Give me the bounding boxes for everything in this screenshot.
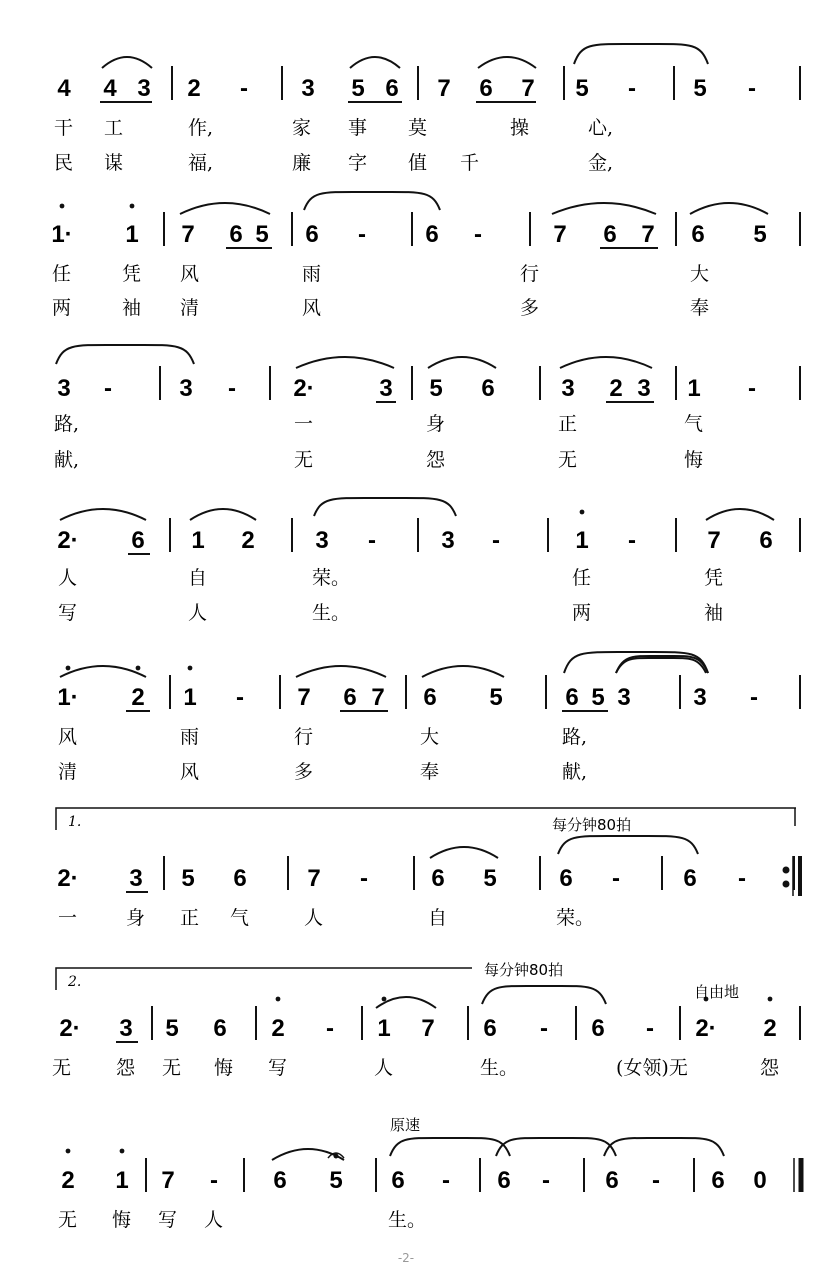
- slur: [690, 203, 768, 214]
- note: 5: [591, 684, 605, 711]
- note: 6: [273, 1167, 287, 1194]
- note: 4: [57, 75, 71, 102]
- note: 6: [233, 865, 247, 892]
- note: 3: [693, 684, 707, 711]
- lyric: 无: [558, 449, 578, 471]
- note: 3: [637, 375, 651, 402]
- note: 6: [479, 75, 493, 102]
- note: -: [612, 865, 620, 892]
- note: 2·: [695, 1015, 717, 1042]
- tie: [56, 345, 194, 364]
- note: 1: [687, 375, 701, 402]
- note: -: [104, 375, 112, 402]
- note: 3: [179, 375, 193, 402]
- note: -: [358, 221, 366, 248]
- note: -: [540, 1015, 548, 1042]
- volta-bracket: [56, 808, 796, 830]
- note: 4: [103, 75, 117, 102]
- lyric: 人: [204, 1209, 224, 1231]
- tie: [390, 1138, 510, 1156]
- lyric: 金,: [588, 152, 614, 174]
- tempo-mark: 原速: [390, 1116, 421, 1134]
- note: -: [628, 527, 636, 554]
- octave-dot: [66, 666, 71, 671]
- lyric: 路,: [562, 726, 588, 748]
- octave-dot: [382, 997, 387, 1002]
- lyric: 多: [294, 761, 314, 783]
- lyric: 身: [426, 413, 446, 435]
- slur: [560, 357, 652, 368]
- tie: [558, 836, 698, 854]
- note: 2: [609, 375, 623, 402]
- lyric: 无: [294, 449, 314, 471]
- note: 2: [241, 527, 255, 554]
- note: 6: [343, 684, 357, 711]
- note: 6: [759, 527, 773, 554]
- slur: [430, 847, 498, 858]
- lyric: 怨: [760, 1057, 780, 1079]
- note: 7: [371, 684, 385, 711]
- note: -: [542, 1167, 550, 1194]
- note: 2·: [57, 527, 79, 554]
- note: 5: [753, 221, 767, 248]
- note: 5: [165, 1015, 179, 1042]
- lyric: 心,: [588, 117, 614, 139]
- note: 6: [305, 221, 319, 248]
- lyric: 凭: [122, 263, 142, 285]
- lyric: 生。: [312, 602, 351, 624]
- octave-dot: [66, 1149, 71, 1154]
- note: 6: [229, 221, 243, 248]
- note: 7: [641, 221, 655, 248]
- octave-dot: [768, 997, 773, 1002]
- note: 7: [161, 1167, 175, 1194]
- lyric: 任: [52, 263, 72, 285]
- note: 6: [481, 375, 495, 402]
- lyric: 奉: [690, 297, 710, 319]
- lyric: 无: [52, 1057, 72, 1079]
- slur: [102, 57, 152, 68]
- lyric: 正: [558, 413, 578, 435]
- tie: [314, 498, 456, 516]
- note: 2·: [59, 1015, 81, 1042]
- repeat-dot: [784, 882, 789, 887]
- note: 2·: [293, 375, 315, 402]
- lyric: 风: [58, 726, 78, 748]
- octave-dot: [130, 204, 135, 209]
- lyric: 荣。: [556, 907, 595, 929]
- slur: [552, 203, 656, 214]
- note: 2: [131, 684, 145, 711]
- lyric: (女领)无: [616, 1057, 688, 1079]
- lyric: 清: [180, 297, 200, 319]
- tempo-mark: 每分钟80拍: [552, 816, 632, 834]
- lyric: 悔: [684, 449, 704, 471]
- lyric: 行: [520, 263, 540, 285]
- lyric: 人: [188, 602, 208, 624]
- lyric: 袖: [704, 602, 724, 624]
- note: 6: [425, 221, 439, 248]
- note: 7: [297, 684, 311, 711]
- note: 2: [61, 1167, 75, 1194]
- note: 2: [187, 75, 201, 102]
- tie: [482, 986, 606, 1004]
- note: 0: [753, 1167, 767, 1194]
- note: 6: [603, 221, 617, 248]
- note: 1: [575, 527, 589, 554]
- note: 3: [137, 75, 151, 102]
- note: 6: [591, 1015, 605, 1042]
- note: -: [750, 684, 758, 711]
- tie: [604, 1138, 724, 1156]
- note: 3: [57, 375, 71, 402]
- lyric: 两: [52, 297, 72, 319]
- octave-dot: [276, 997, 281, 1002]
- note: 5: [489, 684, 503, 711]
- note: -: [240, 75, 248, 102]
- volta-number: 1.: [68, 814, 82, 830]
- lyric: 千: [460, 152, 480, 174]
- note: 6: [683, 865, 697, 892]
- note: 6: [423, 684, 437, 711]
- note: -: [748, 75, 756, 102]
- lyric: 路,: [54, 413, 80, 435]
- lyric: 无: [58, 1209, 78, 1231]
- slur: [428, 357, 496, 368]
- lyric: 献,: [54, 449, 80, 471]
- volta-bracket: [56, 968, 472, 990]
- octave-dot: [580, 510, 585, 515]
- note: 1: [183, 684, 197, 711]
- note: -: [236, 684, 244, 711]
- note: -: [228, 375, 236, 402]
- lyric: 操: [510, 117, 530, 139]
- note: -: [652, 1167, 660, 1194]
- note: 1: [125, 221, 139, 248]
- note: 2·: [57, 865, 79, 892]
- note: 1·: [57, 684, 79, 711]
- lyric: 人: [58, 567, 78, 589]
- note: 6: [391, 1167, 405, 1194]
- lyric: 人: [304, 907, 324, 929]
- note: -: [492, 527, 500, 554]
- lyric: 大: [690, 263, 710, 285]
- note: 6: [131, 527, 145, 554]
- note: 3: [315, 527, 329, 554]
- lyric: 风: [302, 297, 322, 319]
- note: 5: [693, 75, 707, 102]
- note: 1: [115, 1167, 129, 1194]
- note: -: [646, 1015, 654, 1042]
- repeat-dot: [784, 868, 789, 873]
- lyric: 作,: [188, 117, 214, 139]
- lyric: 清: [58, 761, 78, 783]
- note: -: [738, 865, 746, 892]
- lyric: 身: [126, 907, 146, 929]
- note: -: [210, 1167, 218, 1194]
- lyric: 多: [520, 297, 540, 319]
- octave-dot: [188, 666, 193, 671]
- octave-dot: [136, 666, 141, 671]
- lyric: 正: [180, 907, 200, 929]
- note: 6: [483, 1015, 497, 1042]
- note: 6: [559, 865, 573, 892]
- slur: [478, 57, 536, 68]
- slur: [60, 666, 146, 677]
- note: 6: [213, 1015, 227, 1042]
- lyric: 大: [420, 726, 440, 748]
- note: 6: [691, 221, 705, 248]
- note: 6: [711, 1167, 725, 1194]
- note: 7: [553, 221, 567, 248]
- tie: [574, 44, 708, 64]
- lyric: 一: [58, 907, 78, 929]
- note: 1: [377, 1015, 391, 1042]
- note: 3: [617, 684, 631, 711]
- slur: [296, 357, 394, 368]
- lyric: 两: [572, 602, 592, 624]
- note: 3: [119, 1015, 133, 1042]
- note: 2: [763, 1015, 777, 1042]
- lyric: 风: [180, 761, 200, 783]
- lyric: 怨: [426, 449, 446, 471]
- note: 7: [307, 865, 321, 892]
- lyric: 自: [428, 907, 448, 929]
- lyric: 奉: [420, 761, 440, 783]
- note: 7: [707, 527, 721, 554]
- lyric: 献,: [562, 761, 588, 783]
- note: -: [326, 1015, 334, 1042]
- tempo-mark: 每分钟80拍: [484, 961, 564, 979]
- note: 3: [129, 865, 143, 892]
- slur: [422, 666, 504, 677]
- lyric: 工: [104, 117, 124, 139]
- note: -: [442, 1167, 450, 1194]
- note: 5: [255, 221, 269, 248]
- lyric: 写: [158, 1209, 178, 1231]
- note: -: [628, 75, 636, 102]
- slur: [706, 509, 774, 520]
- tie: [304, 192, 440, 210]
- note: -: [748, 375, 756, 402]
- slur: [296, 666, 386, 677]
- lyric: 无: [162, 1057, 182, 1079]
- lyric: 家: [292, 117, 312, 139]
- lyric: 民: [54, 152, 74, 174]
- lyric: 风: [180, 263, 200, 285]
- lyric: 怨: [116, 1057, 136, 1079]
- tie: [616, 658, 706, 673]
- slur: [60, 509, 146, 520]
- lyric: 干: [54, 117, 74, 139]
- note: 2: [271, 1015, 285, 1042]
- note: 5: [181, 865, 195, 892]
- note: 7: [181, 221, 195, 248]
- note: 6: [605, 1167, 619, 1194]
- lyric: 悔: [214, 1057, 234, 1079]
- note: 5: [575, 75, 589, 102]
- note: -: [474, 221, 482, 248]
- note: 6: [385, 75, 399, 102]
- lyric: 气: [230, 907, 250, 929]
- note: 7: [521, 75, 535, 102]
- lyric: 雨: [302, 263, 322, 285]
- lyric: 荣。: [312, 567, 351, 589]
- note: 5: [429, 375, 443, 402]
- note: 1·: [51, 221, 73, 248]
- note: 1: [191, 527, 205, 554]
- slur: [272, 1149, 344, 1160]
- note: 5: [351, 75, 365, 102]
- lyric: 生。: [480, 1057, 519, 1079]
- octave-dot: [60, 204, 65, 209]
- lyric: 雨: [180, 726, 200, 748]
- note: 3: [301, 75, 315, 102]
- lyric: 凭: [704, 567, 724, 589]
- lyric: 廉: [292, 152, 312, 174]
- slur: [180, 203, 270, 214]
- lyric: 一: [294, 413, 314, 435]
- note: 5: [483, 865, 497, 892]
- lyric: 气: [684, 413, 704, 435]
- lyric: 袖: [122, 297, 142, 319]
- note: 3: [561, 375, 575, 402]
- lyric: 字: [348, 152, 368, 174]
- lyric: 人: [374, 1057, 394, 1079]
- lyric: 莫: [408, 117, 428, 139]
- lyric: 悔: [112, 1209, 132, 1231]
- lyric: 自: [188, 567, 208, 589]
- tie: [496, 1138, 616, 1156]
- note: 5: [329, 1167, 343, 1194]
- note: 3: [379, 375, 393, 402]
- note: 7: [437, 75, 451, 102]
- note: 6: [431, 865, 445, 892]
- lyric: 行: [294, 726, 314, 748]
- lyric: 任: [572, 567, 592, 589]
- tie: [564, 652, 708, 673]
- note: 6: [497, 1167, 511, 1194]
- expression-mark: 自由地: [694, 983, 740, 1001]
- slur: [190, 509, 256, 520]
- lyric: 福,: [188, 152, 214, 174]
- note: 7: [421, 1015, 435, 1042]
- lyric: 值: [408, 152, 428, 174]
- page-number: -2-: [397, 1251, 415, 1265]
- slur: [350, 57, 400, 68]
- lyric: 谋: [104, 152, 124, 174]
- note: -: [368, 527, 376, 554]
- octave-dot: [120, 1149, 125, 1154]
- lyric: 生。: [388, 1209, 427, 1231]
- lyric: 写: [268, 1057, 288, 1079]
- volta-number: 2.: [68, 974, 82, 990]
- lyric: 写: [58, 602, 78, 624]
- lyric: 事: [348, 117, 368, 139]
- note: -: [360, 865, 368, 892]
- note: 3: [441, 527, 455, 554]
- note: 6: [565, 684, 579, 711]
